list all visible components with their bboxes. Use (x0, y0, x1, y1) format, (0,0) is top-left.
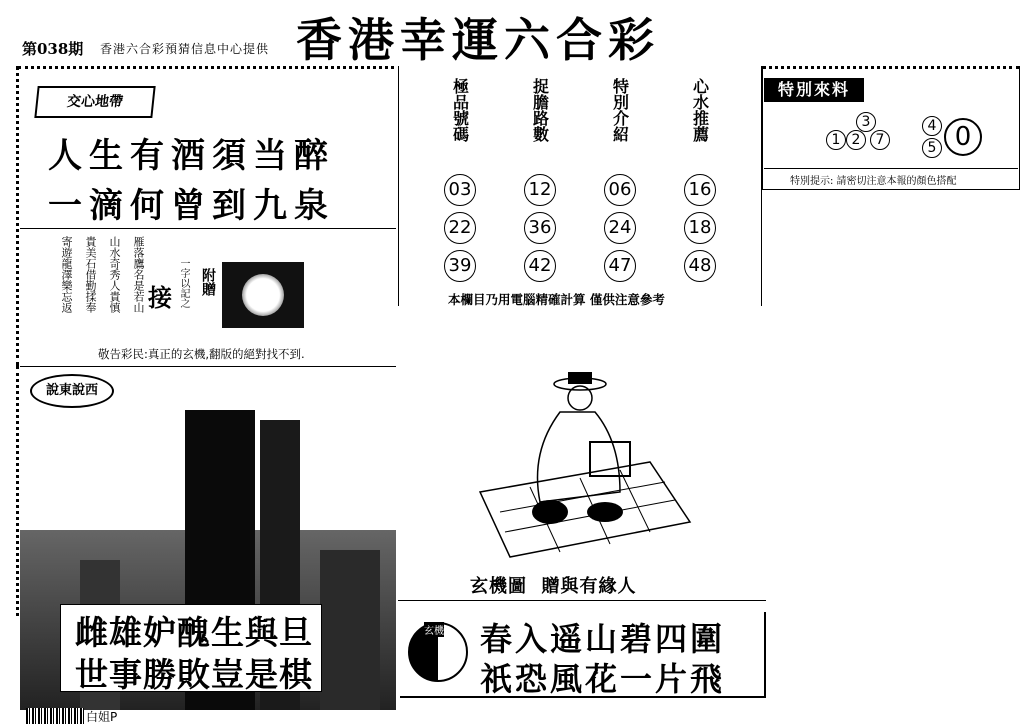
photo-caption-line-1: 雌雄妒醜生與旦 (75, 613, 313, 652)
bottom-poem-line-2: 祇恐風花一片飛 (480, 660, 726, 698)
small-number: 2 (846, 130, 866, 150)
attach-note: 一字以記之 (178, 258, 189, 308)
photo-caption-box (60, 604, 322, 692)
heart-zone-tag: 交心地帶 (34, 86, 155, 118)
number-ball: 16 (684, 174, 716, 206)
column-header: 極品號碼 (450, 78, 470, 142)
small-number: 4 (922, 116, 942, 136)
attach-char: 接 (148, 283, 172, 312)
illustration-caption: 玄機圖 贈與有緣人 (470, 576, 637, 597)
bottom-divider (398, 600, 766, 601)
number-column (670, 78, 730, 282)
number-grid (430, 78, 730, 282)
barcode-text: 白姐P (86, 710, 118, 724)
small-number-group (826, 112, 916, 162)
number-ball: 48 (684, 250, 716, 282)
yin-yang-seal (408, 622, 468, 682)
left-border-lower (16, 366, 19, 616)
verse-col: 貴美石借勤揉奉 (84, 236, 97, 313)
small-number: 5 (922, 138, 942, 158)
disclaimer: 本欄目乃用電腦精確計算 僅供注意參考 (448, 292, 665, 307)
issue-number: 第038期 (22, 40, 84, 58)
number-ball: 36 (524, 212, 556, 244)
special-panel-title: 特別來料 (764, 78, 864, 102)
barcode (26, 708, 84, 724)
small-number: 1 (826, 130, 846, 150)
small-number: 3 (856, 112, 876, 132)
page-title: 香港幸運六合彩 (296, 13, 660, 67)
verse-columns (58, 236, 146, 336)
verse-col: 山水奇秀人貴慎 (108, 236, 121, 313)
left-border (16, 66, 19, 366)
small-number: 7 (870, 130, 890, 150)
poem-line-1: 人生有酒須当醉 (48, 136, 335, 176)
number-ball: 24 (604, 212, 636, 244)
column-header: 心水推薦 (690, 78, 710, 142)
number-column (430, 78, 490, 282)
number-column (510, 78, 570, 282)
bottom-poem-line-1: 春入遥山碧四圍 (480, 620, 726, 658)
notice-text: 敬告彩民:真正的玄機,翻版的絕對找不到. (98, 347, 305, 361)
number-ball: 39 (444, 250, 476, 282)
number-column (590, 78, 650, 282)
number-ball: 47 (604, 250, 636, 282)
special-tip: 特別提示: 請密切注意本報的顏色搭配 (790, 176, 957, 187)
column-header: 特別介紹 (610, 78, 630, 142)
verse-col: 雁落鷹名是若山 (132, 236, 145, 313)
top-border (18, 66, 394, 69)
number-ball: 03 (444, 174, 476, 206)
moon-image (222, 262, 304, 328)
special-panel-divider (764, 168, 1018, 169)
verse-col: 寄遊龍澤樂忘返 (60, 236, 73, 313)
fortune-teller-illustration (470, 372, 700, 562)
seal-text: 玄機 (424, 622, 444, 637)
number-ball: 12 (524, 174, 556, 206)
provider-line: 香港六合彩預猜信息中心提供 (100, 42, 270, 56)
number-ball: 18 (684, 212, 716, 244)
column-header: 捉膽路數 (530, 78, 550, 142)
big-number: 0 (944, 118, 982, 156)
photo-caption-line-2: 世事勝敗豈是棋 (75, 655, 313, 694)
poem-line-2: 一滴何曾到九泉 (48, 186, 335, 226)
talk-tag: 說東說西 (30, 374, 114, 408)
number-ball: 42 (524, 250, 556, 282)
attach-label: 附贈 (200, 268, 216, 296)
number-ball: 06 (604, 174, 636, 206)
section-divider (20, 228, 396, 229)
number-ball: 22 (444, 212, 476, 244)
section-divider (20, 366, 396, 367)
